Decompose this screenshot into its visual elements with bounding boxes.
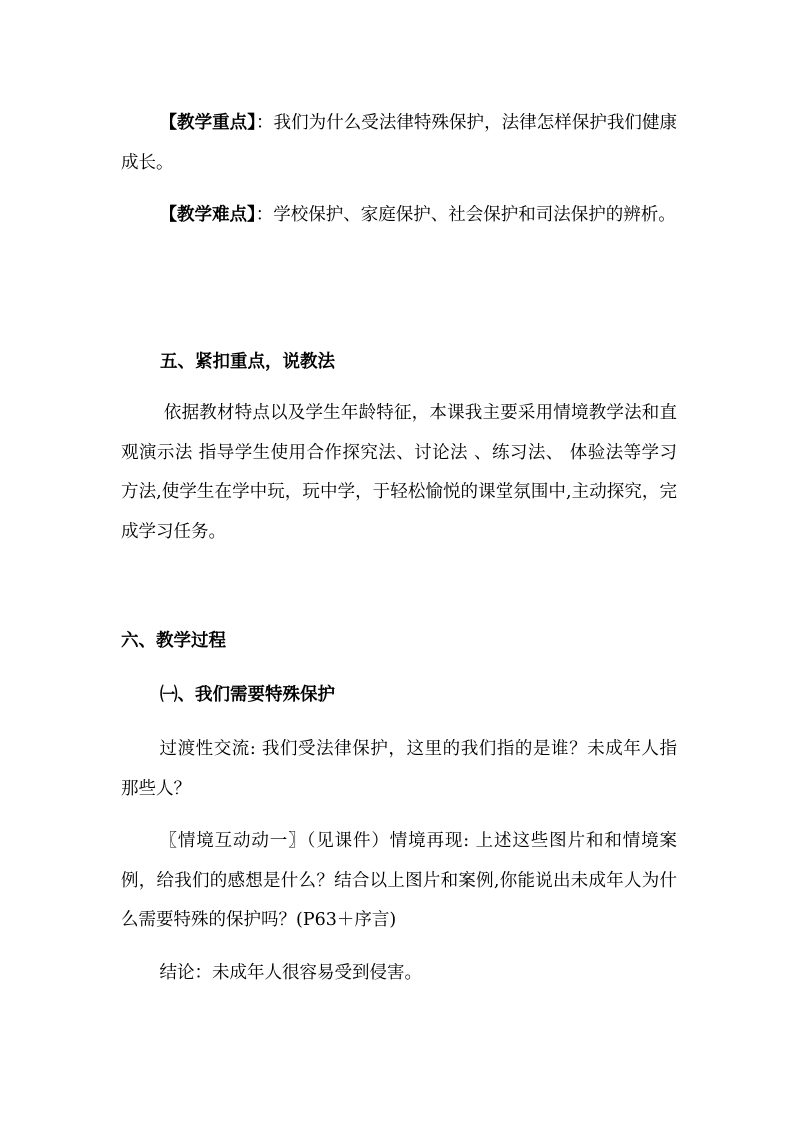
teaching-difficulty-text: ：学校保护、家庭保护、社会保护和司法保护的辨析。: [255, 205, 676, 225]
section5-body: 依据教材特点以及学生年龄特征，本课我主要采用情境教学法和直观演示法 指导学生使用合作探究法、讨论法 、练习法、 体验法等学习方法,使学生在学中玩，玩中学，于轻松愉悦的课堂氛围中,主动探究，完成学习任务。: [121, 403, 677, 542]
section6-heading: 六、教学过程: [121, 631, 226, 651]
teaching-focus-text: ：我们为什么受法律特殊保护，法律怎样保护我们健康成长。: [121, 113, 678, 173]
teaching-focus-label: 【教学重点】: [159, 113, 257, 133]
conclusion-paragraph: 结论：未成年人很容易受到侵害。: [159, 963, 422, 983]
activity-paragraph: 〖情境互动动一〗（见课件）情境再现: 上述这些图片和和情境案例，给我们的感想是什么？结合以上图片和案例,你能说出未成年人为什么需要特殊的保护吗？(P63＋序言): [121, 831, 677, 930]
teaching-focus-paragraph: [121, 104, 677, 183]
transition-paragraph: 过渡性交流: 我们受法律保护，这里的我们指的是谁？未成年人指那些人？: [121, 739, 677, 799]
teaching-difficulty-paragraph: [121, 196, 677, 236]
section5-heading: 五、紧扣重点，说教法: [160, 352, 335, 372]
teaching-difficulty-label: 【教学难点】: [159, 205, 256, 225]
subsection1-heading: ㈠、我们需要特殊保护: [160, 685, 335, 705]
